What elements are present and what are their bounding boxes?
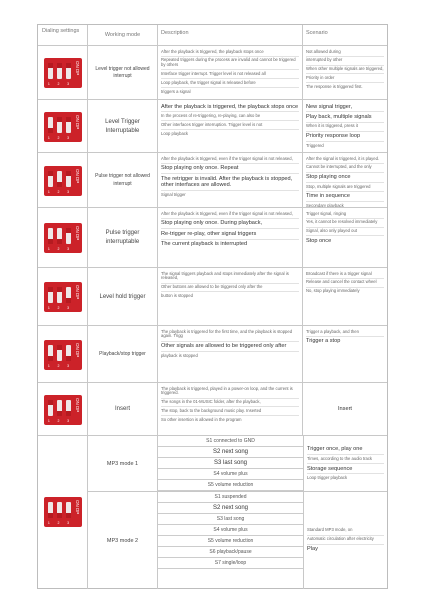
mp3-key-item: S4 volume plus [158, 525, 303, 536]
description-line: The playback is triggered for the first time, and the playback is stopped again. Trigg [161, 328, 299, 342]
scenario-line: Not allowed during [306, 48, 384, 57]
dip-number: 1 [47, 136, 50, 140]
dip-number: 3 [67, 82, 70, 86]
working-mode-label: Level Trigger Interruptable [105, 118, 140, 134]
dip-switch-lever [57, 228, 62, 244]
settings-table [37, 24, 388, 589]
mode-cell [88, 268, 158, 326]
dip-number: 3 [67, 136, 70, 140]
dip-on-label: ON DP [75, 343, 80, 358]
dip-switch-lever [57, 117, 62, 133]
dip-cell [38, 153, 88, 208]
description-line: button is stopped [161, 292, 193, 298]
description-line: Repeated triggers during the process are invalid and cannot be triggered by others [161, 57, 299, 71]
mp3-key-list [158, 492, 303, 569]
dip-switch-lever [57, 171, 62, 187]
table-row [38, 325, 387, 383]
working-mode-label: Level trigger not allowed interrupt [95, 65, 150, 79]
scenario-line: Stop once [306, 237, 332, 244]
dip-switch-image [44, 497, 82, 527]
description-line: The signal triggers playback and stops immediately after the signal is released, [161, 270, 299, 284]
dip-cell [38, 326, 88, 383]
mp3-key-item: S6 playback/pause [158, 547, 303, 558]
scenario-line: Times, according to the audio track [307, 455, 384, 464]
dip-cell [38, 208, 88, 268]
description-cell [158, 208, 303, 268]
dip-numbers [44, 190, 73, 194]
description-line: Loop playback, the trigger signal is released before [161, 79, 299, 88]
dip-switch-image [44, 58, 82, 88]
description-line: Stop playing only once. Repeat [161, 164, 299, 174]
scenario-line: When it is triggered, press it [306, 123, 384, 132]
dip-switch-image [44, 340, 82, 370]
scenario-line: Loop trigger playback [307, 474, 348, 480]
scenario-line: Broadcast if there is a trigger signal [306, 270, 384, 279]
dip-switch-lever [57, 400, 62, 416]
description-line: triggers a signal [161, 88, 191, 94]
scenario-line: Insert [338, 406, 352, 413]
table-row [38, 99, 387, 153]
dip-on-label: ON DP [75, 500, 80, 515]
dip-switch-lever [57, 63, 62, 79]
dip-switch-lever [66, 400, 71, 416]
dip-cell [38, 436, 88, 589]
working-mode-label: Playback/stop trigger [99, 350, 146, 357]
dip-number: 1 [47, 190, 50, 194]
dip-switch-lever [48, 287, 53, 303]
description-line: After the playback is triggered, the playback stops once [161, 102, 299, 112]
mp3-mode-label: MP3 mode 2 [88, 492, 158, 589]
mp3-key-item: S3 last song [158, 514, 303, 525]
dip-numbers [44, 364, 73, 368]
dip-number: 2 [57, 364, 60, 368]
working-mode-label: Pulse trigger interruptable [105, 230, 140, 245]
table-row [38, 382, 387, 436]
mp3-key-item: S4 volume plus [158, 469, 303, 480]
scenario-line: When other multiple signals are triggered, [306, 66, 384, 75]
description-line: Other buttons are allowed to be triggered only after the [161, 284, 299, 293]
dip-number: 2 [57, 306, 60, 310]
dip-cell [38, 46, 88, 100]
dip-switch-lever [48, 117, 53, 133]
mp3-scenario [303, 492, 387, 589]
dip-number: 1 [47, 247, 50, 251]
scenario-cell [303, 383, 387, 436]
description-line: Other interfaces trigger interruption. Trigger level is not [161, 121, 299, 130]
scenario-line: Priority in order [306, 74, 384, 83]
dip-number: 2 [57, 419, 60, 423]
mp3-key-item: S2 next song [158, 447, 303, 458]
description-cell [158, 268, 303, 326]
scenario-line: Storage sequence [307, 464, 384, 474]
dip-on-label: ON DP [75, 398, 80, 413]
description-line: The playback is triggered, played in a power-on loop, and the current is triggered. [161, 385, 299, 399]
scenario-line: Trigger signal, ringing [306, 210, 384, 219]
mp3-section [38, 435, 387, 589]
description-line: Re-trigger re-play, other signal triggers [161, 229, 299, 239]
dip-number: 3 [67, 306, 70, 310]
dip-switch-image [44, 223, 82, 253]
scenario-line: Secondary playback [306, 202, 344, 208]
dip-numbers [44, 419, 73, 423]
mp3-scenario [303, 436, 387, 491]
dip-cell [38, 383, 88, 436]
scenario-line: Priority response loop [306, 132, 384, 142]
description-line: After the playback is triggered, even if the trigger signal is not released, [161, 210, 299, 219]
scenario-line: Stop, multiple signals are triggered [306, 183, 384, 192]
dip-on-label: ON DP [75, 169, 80, 184]
description-line: The stop, back to the background music play. Inserted [161, 407, 299, 416]
scenario-line: Stop playing once [306, 173, 384, 183]
mode-cell [88, 326, 158, 383]
scenario-line: New signal trigger, [306, 102, 384, 112]
mode-cell [88, 46, 158, 100]
dip-numbers [44, 82, 73, 86]
dip-cell [38, 100, 88, 153]
description-line: Loop playback [161, 130, 189, 136]
scenario-line: Standard MP3 mode, on [307, 527, 384, 536]
scenario-line: interrupted by other [306, 57, 384, 66]
dip-switch-image [44, 282, 82, 312]
description-line: After the playback is triggered, even if the trigger signal is not released, [161, 155, 299, 164]
mp3-mode-label: MP3 mode 1 [88, 436, 158, 491]
dip-on-label: ON DP [75, 115, 80, 130]
dip-switch-lever [66, 117, 71, 133]
scenario-line: After the signal is triggered, it is played. [306, 155, 384, 164]
table-row [38, 267, 387, 326]
dip-switch-image [44, 112, 82, 142]
dip-number: 3 [67, 521, 70, 525]
scenario-cell [303, 326, 387, 383]
scenario-line: Cannot be interrupted, and the only [306, 164, 384, 173]
table-row [38, 45, 387, 100]
scenario-line: The response is triggered first. [306, 83, 363, 89]
dip-cell [38, 268, 88, 326]
dip-number: 3 [67, 247, 70, 251]
dip-switch-lever [66, 228, 71, 244]
dip-switch-lever [66, 171, 71, 187]
dip-number: 2 [57, 247, 60, 251]
description-cell [158, 153, 303, 208]
description-line: The retrigger is invalid. After the playback is stopped, other interfaces are allowed. [161, 174, 299, 191]
mode-cell [88, 153, 158, 208]
mp3-key-item: S1 suspended [158, 492, 303, 503]
description-line: In the process of re-triggering, re-playing, can also be [161, 112, 299, 121]
mp3-key-item: S5 volume reduction [158, 480, 303, 491]
description-cell [158, 383, 303, 436]
dip-number: 3 [67, 364, 70, 368]
scenario-line: Play [307, 546, 318, 553]
description-cell [158, 326, 303, 383]
dip-switch-lever [66, 63, 71, 79]
dip-switch-lever [48, 345, 53, 361]
header-description: Description [158, 25, 303, 45]
working-mode-label: Pulse trigger not allowed interrupt [95, 173, 150, 187]
mp3-key-item: S5 volume reduction [158, 536, 303, 547]
scenario-line: Play back, multiple signals [306, 112, 384, 122]
mode-cell [88, 383, 158, 436]
description-line: The songs in the 01-MUSIC folder, after the playback, [161, 399, 299, 408]
dip-numbers [44, 247, 73, 251]
dip-number: 1 [47, 419, 50, 423]
mp3-key-list [158, 436, 303, 491]
dip-switch-lever [57, 502, 62, 518]
dip-numbers [44, 306, 73, 310]
table-row [38, 207, 387, 268]
mp3-key-item: S1 connected to GND [158, 436, 303, 447]
dip-number: 3 [67, 190, 70, 194]
scenario-cell [303, 46, 387, 100]
working-mode-label: Level hold trigger [99, 293, 146, 300]
dip-on-label: ON DP [75, 61, 80, 76]
dip-number: 1 [47, 364, 50, 368]
dip-switch-lever [48, 171, 53, 187]
dip-number: 2 [57, 82, 60, 86]
description-line: Interface trigger interrupt. Trigger level is not released all [161, 70, 299, 79]
header-dialing-settings: Dialing settings [38, 25, 88, 45]
scenario-line: Time in sequence [306, 192, 384, 202]
dip-switch-lever [48, 63, 53, 79]
dip-on-label: ON DP [75, 226, 80, 241]
dip-switch-lever [66, 502, 71, 518]
scenario-line: Trigger a stop [306, 338, 341, 345]
scenario-cell [303, 153, 387, 208]
dip-on-label: ON DP [75, 285, 80, 300]
scenario-line: Yes, it cannot be resolved immediately [306, 219, 384, 228]
dip-switch-lever [57, 345, 62, 361]
scenario-cell [303, 208, 387, 268]
dip-number: 2 [57, 136, 60, 140]
dip-switch-lever [57, 287, 62, 303]
scenario-line: Automatic circulation after electricity [307, 536, 384, 545]
mode-cell [88, 100, 158, 153]
dip-numbers [44, 136, 73, 140]
scenario-line: Signal, also only played out [306, 228, 384, 237]
description-line: The current playback is interrupted [161, 241, 248, 248]
mp3-key-item: S7 single/loop [158, 558, 303, 569]
description-line: After the playback is triggered, the playback stops once [161, 48, 299, 57]
working-mode-label: Insert [114, 406, 130, 413]
scenario-cell [303, 268, 387, 326]
scenario-line: Trigger a playback, and then [306, 328, 384, 337]
scenario-line: Triggered [306, 142, 324, 148]
dip-number: 2 [57, 521, 60, 525]
dip-switch-lever [66, 345, 71, 361]
dip-switch-image [44, 166, 82, 196]
description-line: Stop playing only once. During playback, [161, 219, 299, 229]
scenario-cell [303, 100, 387, 153]
description-line: Other signals are allowed to be triggered only after [161, 342, 299, 352]
table-header [38, 25, 387, 45]
header-working-mode: Working mode [88, 25, 158, 45]
dip-number: 3 [67, 419, 70, 423]
dip-switch-lever [48, 400, 53, 416]
description-cell [158, 100, 303, 153]
mp3-key-item: S3 last song [158, 458, 303, 469]
mp3-key-item: S2 next song [158, 503, 303, 514]
dip-number: 1 [47, 306, 50, 310]
dip-number: 1 [47, 521, 50, 525]
dip-numbers [44, 521, 73, 525]
dip-switch-lever [48, 228, 53, 244]
dip-switch-lever [66, 287, 71, 303]
mode-cell [88, 208, 158, 268]
description-line: Signal trigger [161, 191, 186, 197]
scenario-line: No, stop playing immediately [306, 288, 360, 294]
scenario-line: Trigger once, play one [307, 445, 384, 455]
scenario-line: Release and cancel the contact wheel [306, 279, 384, 288]
table-row [38, 152, 387, 208]
header-scenario: Scenario [306, 30, 328, 36]
description-cell [158, 46, 303, 100]
description-line: So other insertion is allowed in the program [161, 416, 242, 422]
dip-number: 1 [47, 82, 50, 86]
dip-number: 2 [57, 190, 60, 194]
dip-switch-lever [48, 502, 53, 518]
description-line: playback is stopped [161, 352, 198, 358]
dip-switch-image [44, 395, 82, 425]
